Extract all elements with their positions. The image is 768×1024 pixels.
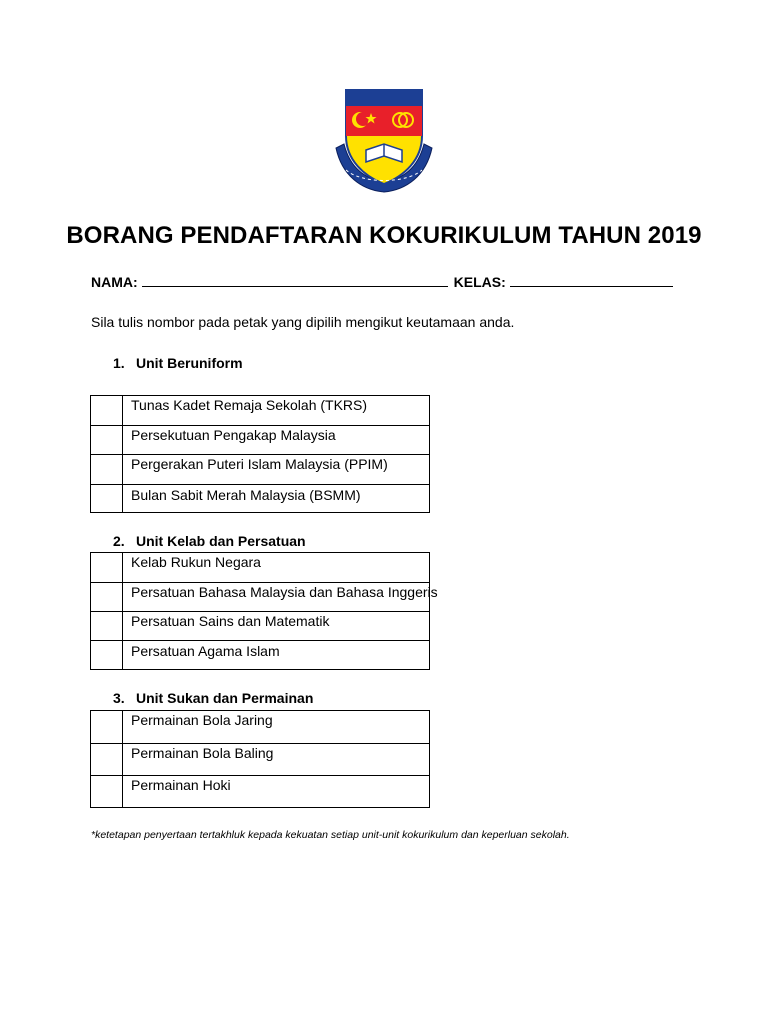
priority-box[interactable] bbox=[91, 583, 123, 611]
table-sukan bbox=[90, 710, 430, 808]
option-label: Permainan Hoki bbox=[131, 777, 231, 793]
table-kelab bbox=[90, 552, 438, 670]
section-number: 1. bbox=[113, 355, 125, 371]
table-row bbox=[91, 582, 438, 611]
priority-box[interactable] bbox=[91, 744, 123, 775]
option-label: Persatuan Bahasa Malaysia dan Bahasa Inggeris bbox=[131, 584, 438, 600]
table-row bbox=[91, 484, 429, 512]
option-label: Pergerakan Puteri Islam Malaysia (PPIM) bbox=[131, 456, 388, 472]
priority-box[interactable] bbox=[91, 711, 123, 743]
section-title: Unit Sukan dan Permainan bbox=[136, 690, 314, 706]
table-row bbox=[91, 425, 429, 454]
priority-box[interactable] bbox=[91, 396, 123, 425]
option-label: Persekutuan Pengakap Malaysia bbox=[131, 427, 336, 443]
table-row bbox=[91, 711, 429, 743]
option-label: Persatuan Sains dan Matematik bbox=[131, 613, 330, 629]
section-heading-sukan bbox=[113, 690, 313, 706]
table-beruniform bbox=[90, 395, 430, 513]
section-number: 2. bbox=[113, 533, 125, 549]
table-row bbox=[91, 775, 429, 807]
table-row bbox=[91, 553, 429, 582]
priority-box[interactable] bbox=[91, 641, 123, 669]
section-title: Unit Kelab dan Persatuan bbox=[136, 533, 306, 549]
priority-box[interactable] bbox=[91, 612, 123, 640]
instruction-text: Sila tulis nombor pada petak yang dipilih mengikut keutamaan anda. bbox=[91, 314, 515, 330]
table-row bbox=[91, 454, 429, 484]
option-label: Permainan Bola Jaring bbox=[131, 712, 273, 728]
option-label: Bulan Sabit Merah Malaysia (BSMM) bbox=[131, 487, 361, 503]
nama-field[interactable] bbox=[142, 273, 448, 287]
table-row bbox=[91, 396, 429, 425]
option-label: Tunas Kadet Remaja Sekolah (TKRS) bbox=[131, 397, 368, 413]
option-label: Persatuan Agama Islam bbox=[131, 643, 280, 659]
section-number: 3. bbox=[113, 690, 125, 706]
table-row bbox=[91, 743, 429, 775]
priority-box[interactable] bbox=[91, 776, 123, 807]
kelas-field[interactable] bbox=[510, 273, 673, 287]
priority-box[interactable] bbox=[91, 426, 123, 454]
footnote: *ketetapan penyertaan tertakhluk kepada kekuatan setiap unit-unit kokurikulum dan keperluan sekolah. bbox=[91, 829, 570, 841]
kelas-label: KELAS: bbox=[453, 274, 506, 290]
student-info-row bbox=[91, 273, 673, 290]
section-heading-kelab bbox=[113, 533, 306, 549]
priority-box[interactable] bbox=[91, 553, 123, 582]
table-row bbox=[91, 611, 429, 640]
school-crest-logo bbox=[332, 86, 436, 198]
priority-box[interactable] bbox=[91, 455, 123, 484]
priority-box[interactable] bbox=[91, 485, 123, 512]
table-row bbox=[91, 640, 429, 669]
crest-icon bbox=[332, 86, 436, 198]
section-title: Unit Beruniform bbox=[136, 355, 243, 371]
option-label: Permainan Bola Baling bbox=[131, 745, 274, 761]
form-title: BORANG PENDAFTARAN KOKURIKULUM TAHUN 2019 bbox=[66, 222, 702, 249]
nama-label: NAMA: bbox=[91, 274, 138, 290]
section-heading-beruniform bbox=[113, 355, 243, 371]
option-label: Kelab Rukun Negara bbox=[131, 554, 261, 570]
